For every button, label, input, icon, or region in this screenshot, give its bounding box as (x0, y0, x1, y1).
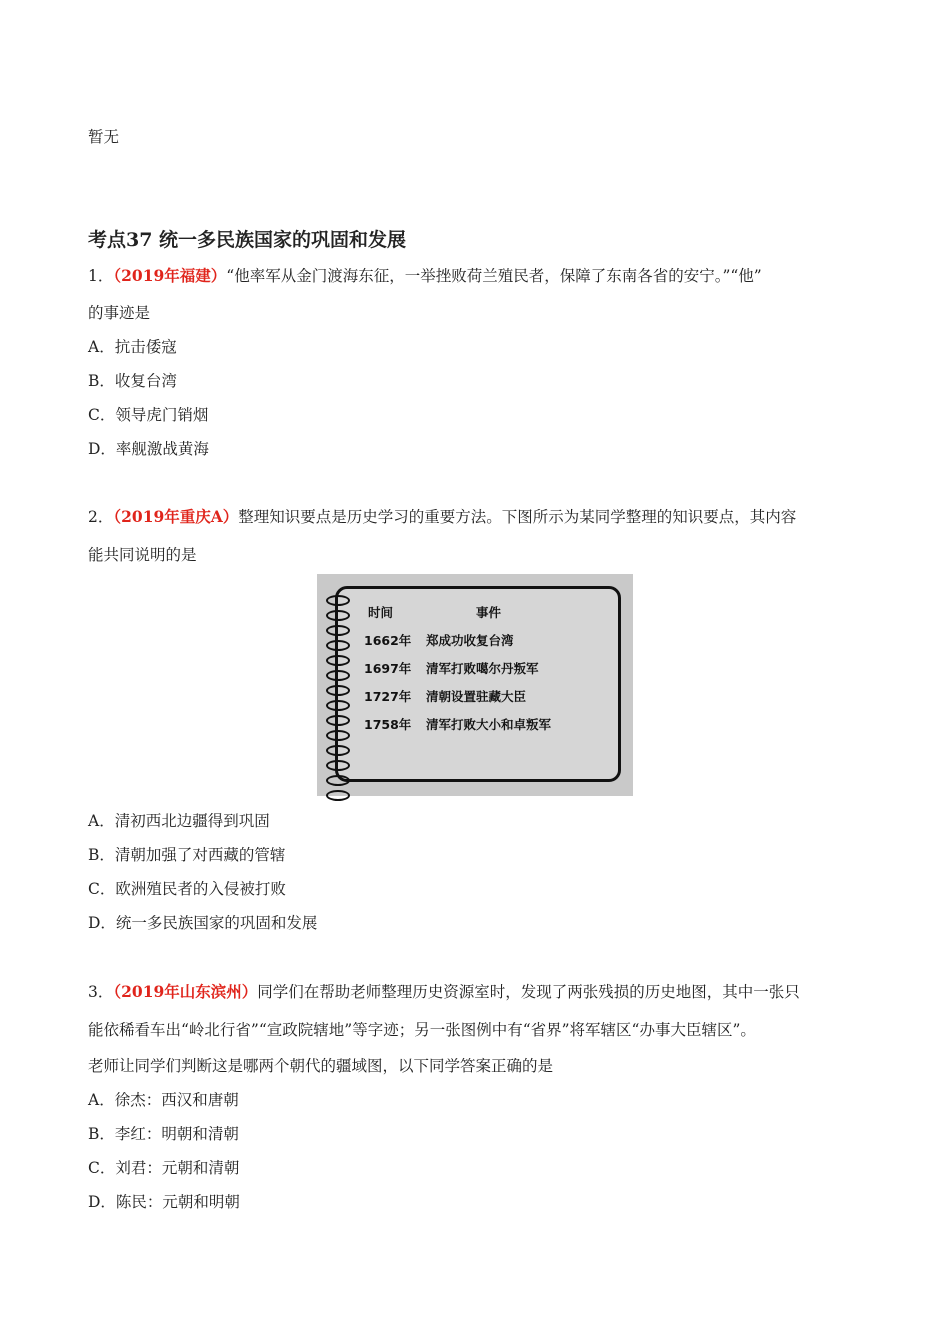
q2-option-d: D．统一多民族国家的巩固和发展 (88, 914, 318, 932)
q1-option-d: D．率舰激战黄海 (88, 440, 209, 458)
q3-source: （2019年山东滨州） (113, 982, 258, 1001)
q2-stem-line1 (88, 507, 796, 527)
q2-source: （2019年重庆A） (113, 507, 239, 526)
row-year: 1697年 (364, 661, 412, 676)
q3-stem-line3: 老师让同学们判断这是哪两个朝代的疆域图，以下同学答案正确的是 (88, 1057, 554, 1075)
q3-option-c: C．刘君：元朝和清朝 (88, 1159, 240, 1177)
q3-stem-line1 (88, 982, 800, 1002)
section-title: 考点37 统一多民族国家的巩固和发展 (88, 229, 407, 251)
top-note: 暂无 (88, 128, 120, 146)
q3-option-a: A．徐杰：西汉和唐朝 (88, 1091, 239, 1109)
q2-notebook-figure (317, 574, 633, 796)
row-year: 1758年 (364, 717, 412, 732)
row-year: 1662年 (364, 633, 412, 648)
q1-stem-line1 (88, 266, 762, 286)
header-time: 时间 (368, 605, 394, 620)
spiral-binding-icon (326, 595, 350, 771)
row-event: 清朝设置驻藏大臣 (426, 689, 527, 704)
q3-stem-line2: 能依稀看车出“岭北行省”“宣政院辖地”等字迹；另一张图例中有“省界”将军辖区“办事大臣辖区”。 (88, 1021, 756, 1039)
q2-option-c: C．欧洲殖民者的入侵被打败 (88, 880, 286, 898)
q3-option-d: D．陈民：元朝和明朝 (88, 1193, 240, 1211)
q1-stem-text: “他率军从金门渡海东征，一举挫败荷兰殖民者，保障了东南各省的安宁。”“他” (226, 267, 762, 285)
q1-option-b: B．收复台湾 (88, 372, 177, 390)
q1-option-a: A．抗击倭寇 (88, 338, 177, 356)
row-year: 1727年 (364, 689, 412, 704)
q1-number: 1． (88, 267, 114, 285)
notebook-page (335, 586, 621, 782)
q2-stem-text: 整理知识要点是历史学习的重要方法。下图所示为某同学整理的知识要点，其内容 (238, 508, 797, 526)
q3-option-b: B．李红：明朝和清朝 (88, 1125, 239, 1143)
q2-option-a: A．清初西北边疆得到巩固 (88, 812, 270, 830)
row-event: 郑成功收复台湾 (426, 633, 514, 648)
row-event: 清军打败大小和卓叛军 (426, 717, 552, 732)
q3-number: 3． (88, 983, 114, 1001)
q1-option-c: C．领导虎门销烟 (88, 406, 209, 424)
q2-option-b: B．清朝加强了对西藏的管辖 (88, 846, 286, 864)
header-event: 事件 (476, 605, 502, 620)
q1-source: （2019年福建） (113, 266, 227, 285)
q2-stem-line2: 能共同说明的是 (88, 546, 197, 564)
q2-number: 2． (88, 508, 114, 526)
row-event: 清军打败噶尔丹叛军 (426, 661, 539, 676)
q1-stem-line2: 的事迹是 (88, 304, 151, 322)
q3-stem-text: 同学们在帮助老师整理历史资源室时，发现了两张残损的历史地图，其中一张只 (257, 983, 800, 1001)
